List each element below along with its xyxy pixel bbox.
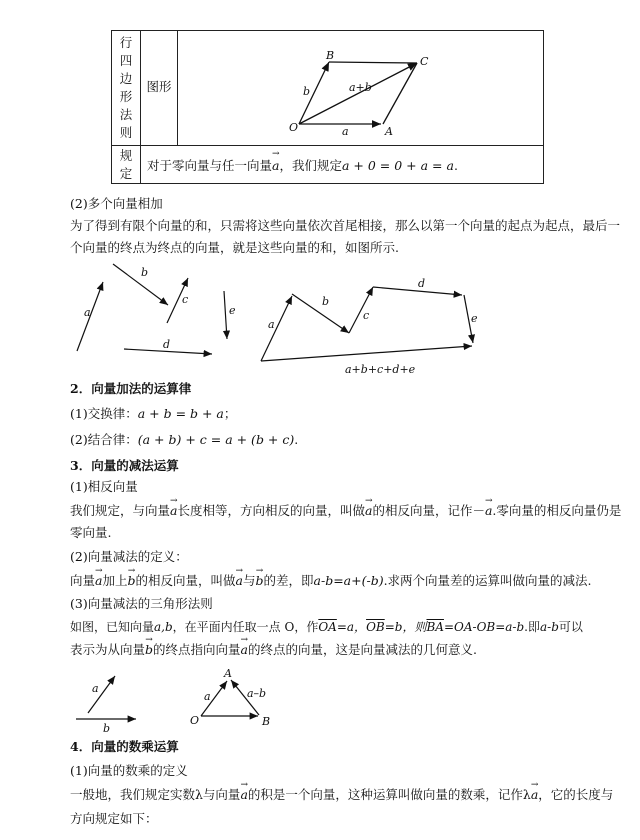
chained-label-c: c xyxy=(363,309,370,322)
section-3-heading: 3．向量的减法运算 xyxy=(70,458,179,473)
scalar-multiplication-line2: 方向规定如下： xyxy=(70,811,158,826)
rule-text: 对于零向量与任一向量 xyxy=(147,157,273,173)
subtraction-triangle-figure xyxy=(70,664,290,736)
scalar-multiplication-heading: (1)向量的数乘的定义 xyxy=(70,763,188,778)
vector-a-label: a xyxy=(342,125,349,138)
multi-vector-text-line2: 个向量的终点为终点的向量，就是这些向量的和，如图所示. xyxy=(70,240,399,255)
zero-vector-rule-formula: a + 0 = 0 + a = a xyxy=(341,157,454,173)
parallelogram-top-edge xyxy=(329,62,417,63)
side-label-char: 则 xyxy=(119,125,133,140)
point-B-label: B xyxy=(326,49,335,62)
text: 的差，即 xyxy=(263,573,314,588)
multi-vector-text-line1: 为了得到有限个向量的和，只需将这些向量依次首尾相接，那么以第一个向量的起点为起点，最后一 xyxy=(70,218,621,233)
label-a: a xyxy=(92,682,99,695)
point-A-label: A xyxy=(385,125,393,138)
vector-a-symbol: → a xyxy=(240,786,247,803)
text: 我们规定，与向量 xyxy=(70,503,171,518)
vectors-ab: a,b xyxy=(154,620,173,634)
figure-label: 图形 xyxy=(146,79,172,94)
side-label-char: 法 xyxy=(119,107,133,122)
rule-label-cell xyxy=(112,146,141,184)
rule-label-char: 定 xyxy=(119,165,133,181)
side-label-char: 行 xyxy=(119,35,133,50)
text: 的终点指向向量 xyxy=(153,642,241,657)
side-label-char: 边 xyxy=(119,71,133,86)
rule-label-char: 规 xyxy=(119,147,133,163)
label-a: a xyxy=(84,306,91,319)
multi-vector-heading: (2)多个向量相加 xyxy=(70,196,163,211)
chained-vector-a-arrow xyxy=(261,296,292,361)
label-e: e xyxy=(229,304,236,317)
label-a-minus-b: a–b xyxy=(247,687,267,700)
triangle-rule-line2 xyxy=(70,641,477,658)
text: 的积是一个向量，这种运算叫做向量的数乘，记作λ xyxy=(247,787,531,802)
vector-OB: $\overline{OB}$ xyxy=(366,620,385,634)
side-label-char: 四 xyxy=(119,53,133,68)
chained-label-a: a xyxy=(268,318,275,331)
associative-label: (2)结合律： xyxy=(70,432,138,447)
vector-a-symbol: → a xyxy=(95,572,102,589)
a-minus-b: a-b xyxy=(540,620,559,634)
rule-text: ，我们规定 xyxy=(279,157,342,173)
text: .即 xyxy=(524,620,540,634)
vector-a-symbol: → a xyxy=(531,786,538,803)
vector-b-symbol: → b xyxy=(255,572,263,589)
chained-sum-label: a+b+c+d+e xyxy=(345,363,416,376)
punctuation: ； xyxy=(223,406,237,421)
parallelogram-figure xyxy=(178,31,543,141)
point-B-label: B xyxy=(262,715,271,728)
text: =a， xyxy=(336,620,367,634)
opposite-vector-line1 xyxy=(70,502,621,519)
text: .求两个向量差的运算叫做向量的减法. xyxy=(383,573,592,588)
rule-text-cell xyxy=(141,146,544,184)
text: 加上 xyxy=(102,573,128,588)
associative-law xyxy=(70,431,298,448)
point-O-label: O xyxy=(190,714,200,727)
vector-sum-label: a+b xyxy=(349,81,372,94)
triangle-rule-heading: (3)向量减法的三角形法则 xyxy=(70,596,213,611)
text: 的相反向量，记作－ xyxy=(372,503,485,518)
label-c: c xyxy=(182,293,189,306)
chained-vector-b-arrow xyxy=(292,294,349,333)
parallelogram-figure-cell xyxy=(178,31,544,146)
point-O-label: O xyxy=(289,121,299,134)
figure-label-cell xyxy=(141,31,178,146)
text: .零向量的相反向量仍是 xyxy=(492,503,622,518)
vector-b-symbol: → b xyxy=(145,641,153,658)
vector-a-symbol: → a xyxy=(365,502,372,519)
vector-a-symbol: → a xyxy=(241,641,248,658)
text: 的相反向量，叫做 xyxy=(135,573,236,588)
vector-e-arrow xyxy=(224,291,227,339)
text: 如图，已知向量 xyxy=(70,620,155,634)
text: ，它的长度与 xyxy=(538,787,614,802)
label-b: b xyxy=(141,266,149,279)
commutative-law xyxy=(70,405,236,422)
side-label-cell xyxy=(112,31,141,146)
text: 与 xyxy=(242,573,256,588)
vector-a-symbol: → a xyxy=(485,502,492,519)
chained-vector-c-arrow xyxy=(349,287,373,333)
side-label-char: 形 xyxy=(119,89,133,104)
text: 一般地，我们规定实数λ与向量 xyxy=(70,787,241,802)
label-a-side: a xyxy=(204,690,211,703)
text: 的终点的向量，这是向量减法的几何意义. xyxy=(248,642,477,657)
commutative-formula: a + b = b + a xyxy=(137,406,224,421)
subtraction-definition-line xyxy=(70,572,592,589)
text: ，在平面内任取一点 O，作 xyxy=(172,620,319,634)
opposite-vector-line2: 零向量. xyxy=(70,525,112,540)
subtraction-triangle-formula: =OA-OB=a-b xyxy=(443,620,525,634)
text: 长度相等，方向相反的向量，叫做 xyxy=(177,503,365,518)
vector-a-symbol: → a xyxy=(272,158,279,173)
multi-vector-sum-figure xyxy=(60,258,500,380)
vector-b-symbol: → b xyxy=(127,572,135,589)
section-4-heading: 4．向量的数乘运算 xyxy=(70,739,179,754)
associative-formula: (a + b) + c = a + (b + c) xyxy=(137,432,295,447)
subtraction-definition-heading: (2)向量减法的定义： xyxy=(70,549,188,564)
chained-sum-arrow xyxy=(261,346,472,361)
label-d: d xyxy=(163,338,171,351)
chained-label-d: d xyxy=(418,277,426,290)
subtraction-formula: a-b=a+(-b) xyxy=(313,573,384,588)
point-C-label: C xyxy=(420,55,429,68)
text: =b，则 xyxy=(384,620,427,634)
vector-OA: $\overline{OA}$ xyxy=(318,620,337,634)
vector-a-symbol: → a xyxy=(236,572,243,589)
vector-BA: $\overline{BA}$ xyxy=(426,620,444,634)
text: 向量 xyxy=(70,573,96,588)
text: 表示为从向量 xyxy=(70,642,146,657)
rule-text: . xyxy=(453,157,458,173)
section-2-heading: 2．向量加法的运算律 xyxy=(70,381,192,396)
punctuation: . xyxy=(294,432,299,447)
parallelogram-rule-table xyxy=(111,30,544,184)
point-A-label: A xyxy=(224,667,232,680)
vector-b-label: b xyxy=(303,85,311,98)
opposite-vector-heading: (1)相反向量 xyxy=(70,479,138,494)
scalar-multiplication-line1 xyxy=(70,786,613,803)
commutative-label: (1)交换律： xyxy=(70,406,138,421)
label-b: b xyxy=(103,722,111,735)
vector-a-symbol: → a xyxy=(170,502,177,519)
text: 可以 xyxy=(558,620,583,634)
chained-label-b: b xyxy=(322,295,330,308)
chained-label-e: e xyxy=(471,312,478,325)
